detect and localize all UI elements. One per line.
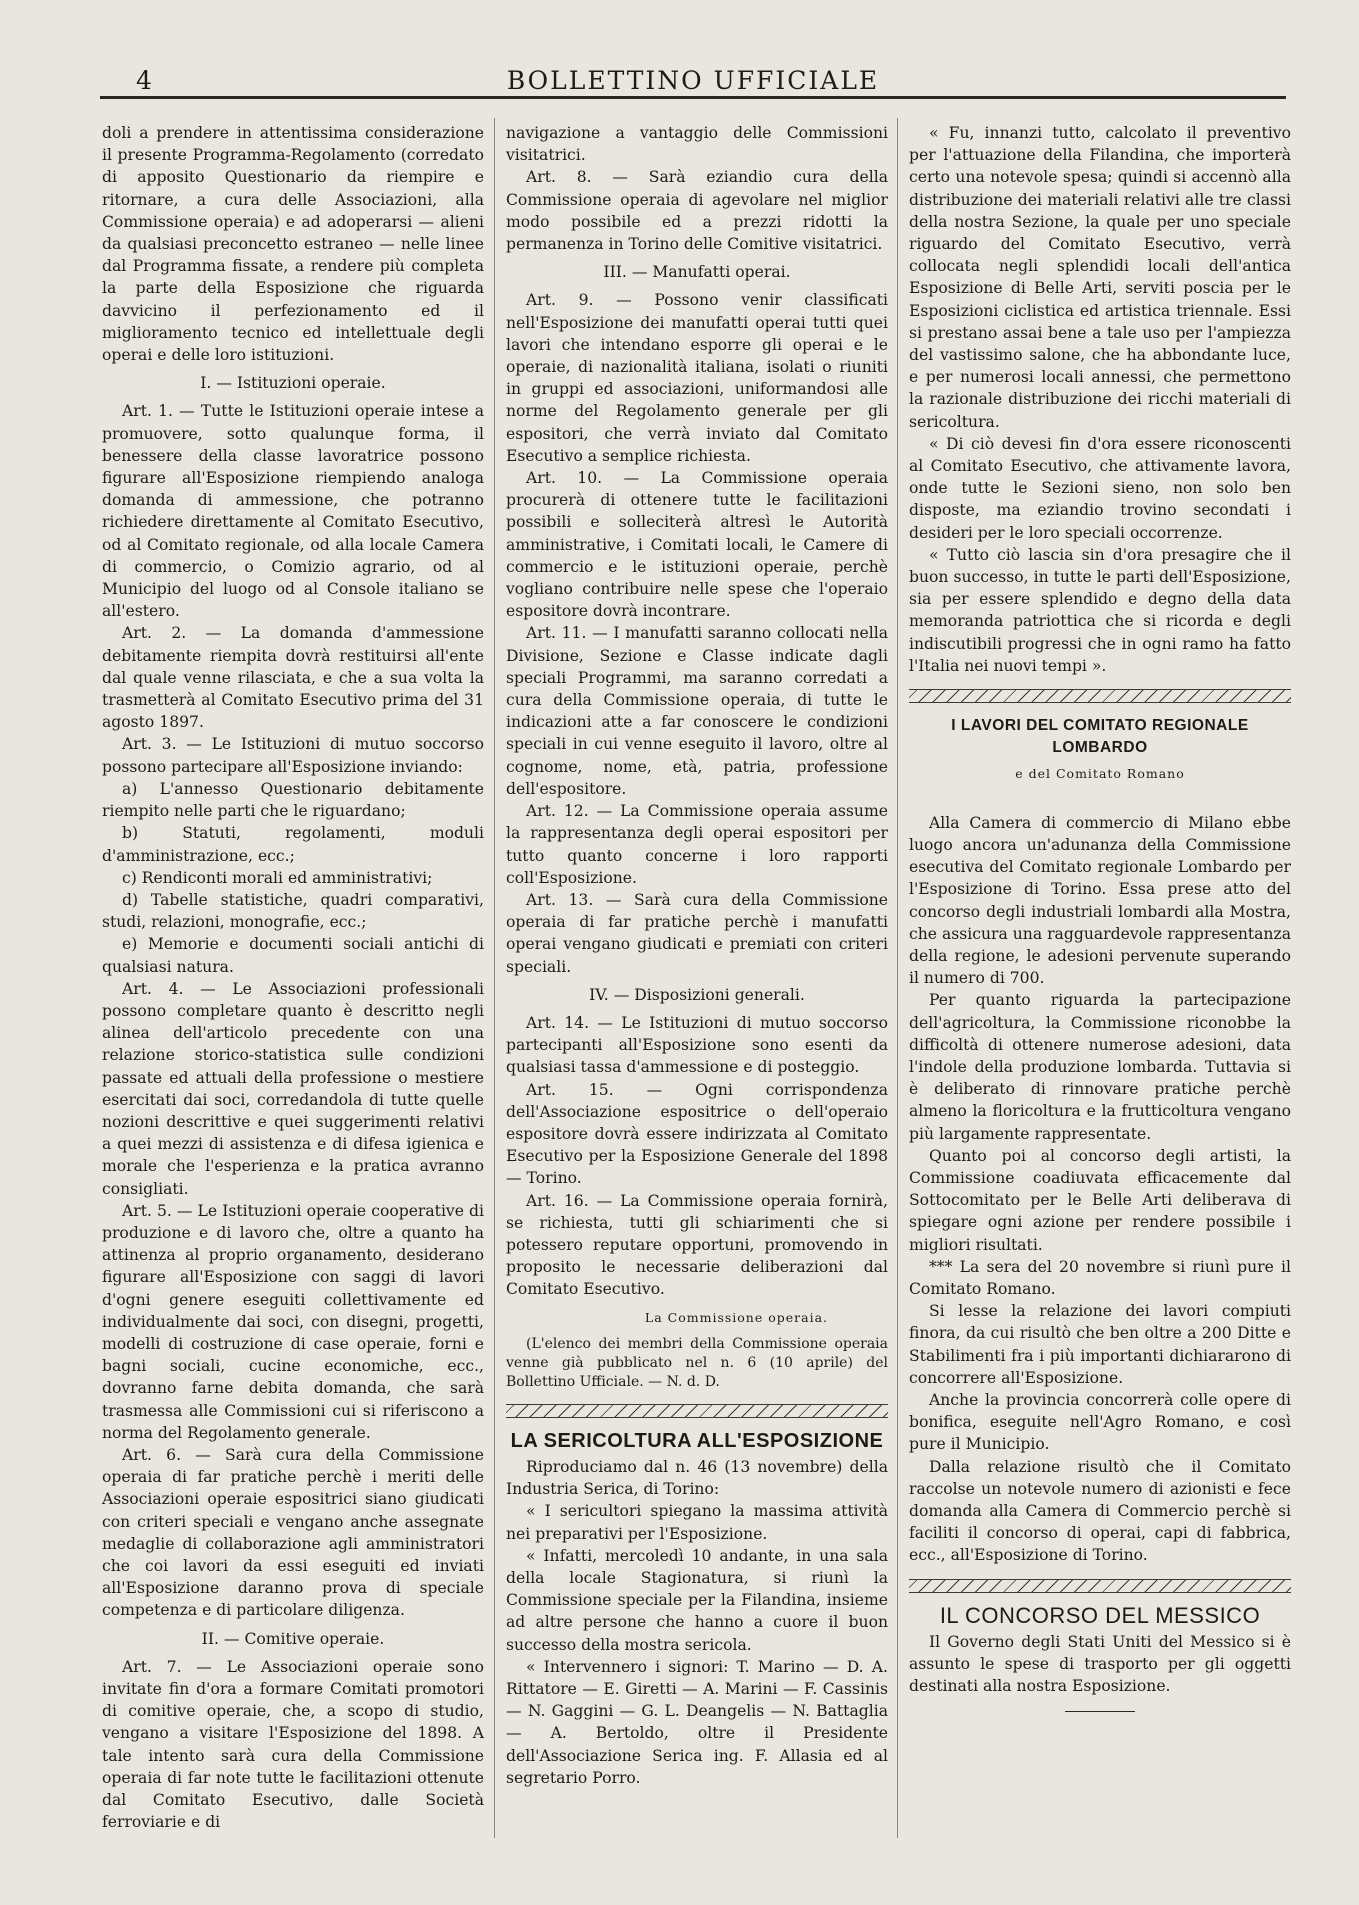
article-10: Art. 10. — La Commissione operaia procurerà di ottenere tutte le facilitazioni possibili e solleciterà altresì le Autorità amministrative, i Comitati locali, le Camere di commercio e le istituzioni operaie, perchè vogliano contribuire nelle spese che l'operaio espositore dovrà incontrare. (506, 469, 888, 621)
continuation-paragraph: navigazione a vantaggio delle Commissioni visitatrici. (506, 124, 888, 165)
paragraph: Si lesse la relazione dei lavori compiuti finora, da cui risultò che ben oltre a 200 Ditte e Stabilimenti fra i più importanti dichiararono di concorrere all'Esposizione. (909, 1302, 1291, 1387)
article-2: Art. 2. — La domanda d'ammessione debitamente riempita dovrà restituirsi all'ente dal quale venne rilasciata, e che a sua volta la trasmetterà al Comitato Esecutivo prima del 31 agosto 1897. (102, 624, 484, 732)
article-5: Art. 5. — Le Istituzioni operaie cooperative di produzione e di lavoro che, oltre a quanto ha attinenza al proprio organamento, desiderano figurare all'Esposizione con saggi di lavori d'ogni genere eseguiti collettivamente ed individualmente dai soci, con disegni, progetti, modelli di costruzione di case operaie, forni e bagni sociali, cucine economiche, ecc., dovranno farne debita domanda, che sarà trasmessa alle Commissioni cui si riferiscono a norma del Regolamento generale. (102, 1201, 484, 1442)
list-item: c) Rendiconti morali ed amministrativi; (122, 868, 433, 887)
article-15: Art. 15. — Ogni corrispondenza dell'Associazione espositrice o dell'operaio espositore dovrà essere indirizzata al Comitato Esecutivo per la Esposizione Generale del 1898 — Torino. (506, 1080, 888, 1188)
ornamental-rule (909, 1579, 1291, 1593)
paragraph: Dalla relazione risultò che il Comitato raccolse un notevole numero di azionisti e fece domanda alla Camera di Commercio perchè si faciliti il concorso di operai, capi di fabbrica, ecc., all'Esposizione di Torino. (909, 1457, 1291, 1565)
article-3: Art. 3. — Le Istituzioni di mutuo soccorso possono partecipare all'Esposizione inviando: (102, 735, 484, 776)
intro-paragraph: doli a prendere in attentissima considerazione il presente Programma-Regolamento (corredato di apposito Questionario da riempire e ritornare, a cura delle Associazioni, alla Commissione operaia) e ad adoperarsi — alieni da qualsiasi preconcetto estraneo — nelle linee dal Programma fissate, a rendere più completa la parte della Esposizione che riguarda davvicino il perfezionamento ed il miglioramento tecnico ed intellettuale degli operai e delle loro istituzioni. (102, 124, 484, 365)
paragraph: « Tutto ciò lascia sin d'ora presagire che il buon successo, in tutte le parti dell'Esposizione, sia per essere splendido e degno della data memoranda patriottica che si ricorda e degli indiscutibili progressi che in ogni ramo ha fatto l'Italia nei nuovi tempi ». (909, 545, 1291, 675)
column-divider (897, 118, 898, 1838)
section-heading: IV. — Disposizioni generali. (589, 985, 805, 1004)
paragraph: « Fu, innanzi tutto, calcolato il preventivo per l'attuazione della Filandina, che importerà certo una notevole spesa; quindi si accennò alla distribuzione dei materiali relativi alle tre classi della nostra Sezione, la quale per uno speciale riguardo del Comitato Esecutivo, verrà collocata negli splendidi locali dell'antica Esposizione di Belle Arti, serviti poscia per le Esposizioni ciclistica ed artistica triennale. Essi si prestano assai bene a tale uso per l'ampiezza del vastissimo salone, che ha abbondante luce, e per numerosi locali annessi, che permettono la razionale distribuzione dei ricchi materiali di sericoltura. (909, 124, 1291, 431)
paragraph: *** La sera del 20 novembre si riunì pure il Comitato Romano. (909, 1257, 1291, 1298)
article-13: Art. 13. — Sarà cura della Commissione operaia di far pratiche perchè i manufatti operai vengano giudicati e premiati con criteri speciali. (506, 890, 888, 976)
column-1 (102, 122, 484, 1833)
paragraph: « Intervennero i signori: T. Marino — D. A. Rittatore — E. Giretti — A. Marini — F. Cassinis — N. Gaggini — G. L. Deangelis — N. Battaglia — A. Bertoldo, oltre il Presidente dell'Associazione Serica ing. F. Allasia ed al segretario Porro. (506, 1657, 888, 1787)
end-rule (1065, 1711, 1135, 1712)
paragraph: « Infatti, mercoledì 10 andante, in una sala della locale Stagionatura, si riunì la Commissione speciale per la Filandina, insieme ad altre persone che hanno a cuore il buon successo della mostra sericola. (506, 1546, 888, 1654)
column-divider (494, 118, 495, 1838)
article-heading: I LAVORI DEL COMITATO REGIONALE LOMBARDO (951, 717, 1249, 757)
list-item: a) L'annesso Questionario debitamente riempito nelle parti che le riguardano; (102, 779, 484, 821)
column-2 (506, 122, 888, 1789)
article-8: Art. 8. — Sarà eziandio cura della Commissione operaia di agevolare nel miglior modo possibile ed a prezzi ridotti la permanenza in Torino delle Comitive visitatrici. (506, 168, 888, 254)
article-12: Art. 12. — La Commissione operaia assume la rappresentanza degli operai espositori per tutto quanto concerne i loro rapporti coll'Esposizione. (506, 802, 888, 887)
ornamental-rule (909, 689, 1291, 703)
article-11: Art. 11. — I manufatti saranno collocati nella Divisione, Sezione e Classe indicate dagli speciali Programmi, ma saranno corredati a cura della Commissione operaia, di tutte le indicazioni atte a far conoscere le condizioni speciali in cui venne eseguito il lavoro, oltre al cognome, nome, età, patria, professione dell'espositore. (506, 624, 888, 798)
paragraph: Anche la provincia concorrerà colle opere di bonifica, eseguite nell'Agro Romano, e così pure il Municipio. (909, 1390, 1291, 1454)
ornamental-rule (506, 1404, 888, 1418)
paragraph: Quanto poi al concorso degli artisti, la Commissione coadiuvata efficacemente dal Sottocomitato per le Belle Arti deliberava di spiegare ogni azione per rendere possibile i migliori risultati. (909, 1146, 1291, 1254)
paragraph: « I sericultori spiegano la massima attività nei preparativi per l'Esposizione. (506, 1502, 888, 1543)
article-16: Art. 16. — La Commissione operaia fornirà, se richiesta, tutti gli schiarimenti che si potessero reputare opportuni, promovendo in proposito le necessarie deliberazioni dal Comitato Esecutivo. (506, 1191, 888, 1299)
signature: La Commissione operaia. (644, 1309, 828, 1325)
article-9: Art. 9. — Possono venir classificati nell'Esposizione dei manufatti operai tutti quei lavori che intendano esporre gli operai e le operaie, di nazionalità italiana, isolati o riuniti in gruppi ed associazioni, uniformandosi alle norme del Regolamento generale per gli espositori, che verrà inviato dal Comitato Esecutivo a semplice richiesta. (506, 291, 888, 465)
list-item: e) Memorie e documenti sociali antichi di qualsiasi natura. (102, 935, 484, 976)
paragraph: Il Governo degli Stati Uniti del Messico si è assunto le spese di trasporto per gli oggetti destinati alla nostra Esposizione. (909, 1632, 1291, 1696)
article-7: Art. 7. — Le Associazioni operaie sono invitate fin d'ora a formare Comitati promotori di comitive operaie, che, a scopo di studio, vengano a visitare l'Esposizione del 1898. A tale intento sarà cura della Commissione operaia di far note tutte le facilitazioni ottenute dal Comitato Esecutivo, dalle Società ferroviarie e di (102, 1657, 484, 1832)
section-heading: II. — Comitive operaie. (201, 1629, 385, 1648)
article-1: Art. 1. — Tutte le Istituzioni operaie intese a promuovere, sotto qualunque forma, il benessere della classe lavoratrice possono figurare all'Esposizione riempiendo analoga domanda di ammessione, che potranno richiedere direttamente al Comitato Esecutivo, od al Comitato regionale, od alla locale Camera di commercio, o Comizio agrario, od al Municipio del luogo od al Console italiano se all'estero. (102, 402, 484, 621)
article-heading: IL CONCORSO DEL MESSICO (939, 1602, 1261, 1628)
running-head: BOLLETTINO UFFICIALE (506, 66, 880, 95)
page-number: 4 (136, 66, 152, 95)
header-rule (100, 96, 1286, 99)
section-heading: III. — Manufatti operai. (603, 263, 791, 282)
paragraph: Per quanto riguarda la partecipazione dell'agricoltura, la Commissione riconobbe la difficoltà di ottenere numerose adesioni, data l'indole della produzione lombarda. Tuttavia si è deliberato di rinnovare pratiche perchè almeno la floricoltura e la frutticoltura vengano più largamente rappresentate. (909, 991, 1291, 1143)
editor-note: (L'elenco dei membri della Commissione operaia venne già pubblicato nel n. 6 (10 aprile) del Bollettino Ufficiale. — N. d. D. (506, 1335, 888, 1390)
paragraph: Riproduciamo dal n. 46 (13 novembre) della Industria Serica, di Torino: (506, 1457, 888, 1499)
list-item: b) Statuti, regolamenti, moduli d'amministrazione, ecc.; (102, 824, 484, 865)
article-heading: LA SERICOLTURA ALL'ESPOSIZIONE (510, 1429, 884, 1452)
article-subheading: e del Comitato Romano (1015, 766, 1185, 782)
paragraph: Alla Camera di commercio di Milano ebbe luogo ancora un'adunanza della Commissione esecutiva del Comitato regionale Lombardo per l'Esposizione di Torino. Essa prese atto del concorso degli industriali lombardi alla Mostra, che assicura una ragguardevole rappresentanza della regione, le adesioni pervenute superando il numero di 700. (909, 813, 1291, 988)
page-header (100, 58, 1286, 98)
list-item: d) Tabelle statistiche, quadri comparativi, studi, relazioni, monografie, ecc.; (102, 890, 484, 932)
article-4: Art. 4. — Le Associazioni professionali possono completare quanto è descritto negli alinea dell'articolo precedente con una relazione storico-statistica sulle condizioni passate ed attuali della professione o mestiere esercitati dai soci, corredandola di tutte quelle nozioni descrittive e quei suggerimenti relativi a quei mezzi di assistenza e di difesa igienica e morale che l'esperienza e la pratica avranno consigliati. (102, 979, 484, 1198)
article-14: Art. 14. — Le Istituzioni di mutuo soccorso partecipanti all'Esposizione sono esenti da qualsiasi tassa d'ammessione e di posteggio. (506, 1013, 888, 1077)
column-3 (909, 122, 1291, 1712)
section-heading: I. — Istituzioni operaie. (200, 374, 386, 393)
article-6: Art. 6. — Sarà cura della Commissione operaia di far pratiche perchè i meriti delle Associazioni operaie espositrici siano giudicati con criteri speciali e vengano anche assegnate medaglie di collaborazione agli amministratori che coi lavori da essi eseguiti ed inviati all'Esposizione daranno prova di speciale competenza e di particolare diligenza. (102, 1445, 484, 1620)
paragraph: « Di ciò devesi fin d'ora essere riconoscenti al Comitato Esecutivo, che attivamente lavora, onde tutte le Sezioni sieno, non solo ben disposte, ma eziandio trovino secondati i desideri per le loro speciali occorrenze. (909, 434, 1291, 542)
